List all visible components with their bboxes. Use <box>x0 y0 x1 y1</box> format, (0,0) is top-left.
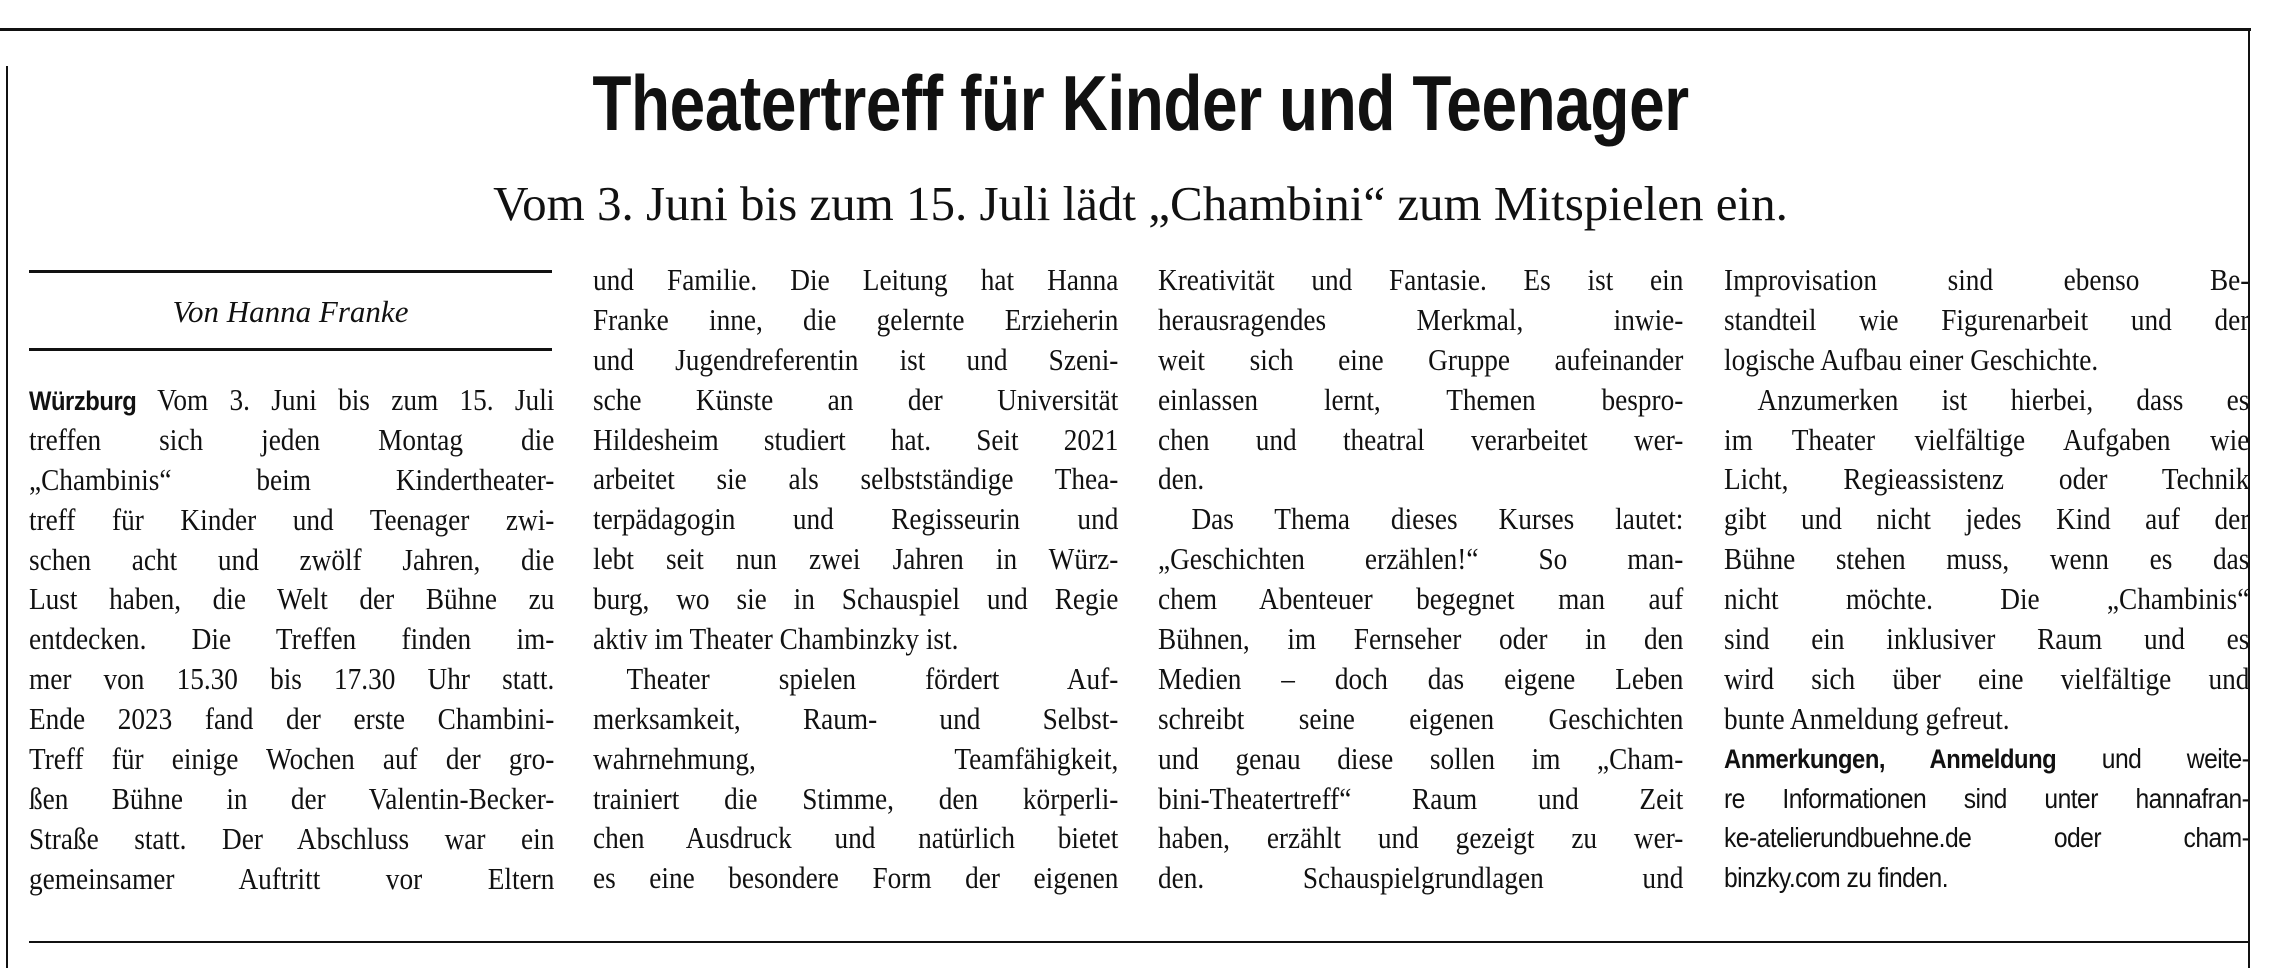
text-line <box>1158 539 1683 579</box>
line-text: Anzumerken ist hierbei, dass es <box>1757 381 2250 417</box>
text-line <box>1724 659 2249 699</box>
article-column-3 <box>1158 260 1683 898</box>
text-line <box>593 380 1118 420</box>
text-line <box>29 739 554 779</box>
line-text: weit sich eine Gruppe aufeinander <box>1158 341 1684 377</box>
text-line <box>29 859 554 899</box>
line-text: standteil wie Figurenarbeit und der <box>1724 301 2250 337</box>
text-line <box>1158 380 1683 420</box>
text-line <box>1158 459 1683 499</box>
line-text: treffen sich jeden Montag die <box>29 421 555 457</box>
line-text: treff für Kinder und Teenager zwi- <box>29 501 555 537</box>
text-line <box>593 619 1118 659</box>
line-text: sind ein inklusiver Raum und es <box>1724 621 2250 657</box>
text-line <box>593 699 1118 739</box>
text-line <box>29 380 554 420</box>
text-line <box>29 619 554 659</box>
line-text: aktiv im Theater Chambinzky ist. <box>593 621 959 657</box>
line-text: Medien – doch das eigene Leben <box>1158 660 1684 696</box>
line-text: haben, erzählt und gezeigt zu wer- <box>1158 820 1684 856</box>
text-line <box>1724 539 2249 579</box>
line-text: chen Ausdruck und natürlich bietet <box>593 820 1119 856</box>
byline: Von Hanna Franke <box>172 294 409 329</box>
text-line <box>1724 619 2249 659</box>
text-line <box>1158 659 1683 699</box>
text-line <box>593 539 1118 579</box>
text-line <box>1724 499 2249 539</box>
line-text: entdecken. Die Treffen finden im- <box>29 621 555 657</box>
text-line <box>593 300 1118 340</box>
article-column-1 <box>29 380 554 899</box>
subheadline: Vom 3. Juni bis zum 15. Juli lädt „Chambini“ zum Mitspielen ein. <box>493 176 1788 231</box>
text-line <box>1158 420 1683 460</box>
text-line <box>29 460 554 500</box>
text-line <box>1158 739 1683 779</box>
text-line <box>1158 260 1683 300</box>
text-line <box>1158 699 1683 739</box>
text-line <box>1158 579 1683 619</box>
text-line <box>29 500 554 540</box>
text-line <box>593 340 1118 380</box>
text-line <box>593 420 1118 460</box>
text-line <box>1724 380 2249 420</box>
line-text: „Geschichten erzählen!“ So man- <box>1158 541 1684 577</box>
text-line <box>1724 818 2249 858</box>
text-line <box>593 499 1118 539</box>
text-line <box>29 659 554 699</box>
text-line <box>593 818 1118 858</box>
text-line <box>593 260 1118 300</box>
line-text: chem Abenteuer begegnet man auf <box>1158 581 1684 617</box>
byline-top-rule <box>29 270 552 273</box>
line-text: Bühne stehen muss, wenn es das <box>1724 541 2250 577</box>
line-text: wird sich über eine vielfältige und <box>1724 660 2250 696</box>
line-text: ke-atelierundbuehne.de oder cham- <box>1724 822 2250 854</box>
line-text: im Theater vielfältige Aufgaben wie <box>1724 421 2250 457</box>
text-line <box>593 459 1118 499</box>
text-line <box>29 420 554 460</box>
line-text: Hildesheim studiert hat. Seit 2021 <box>593 421 1119 457</box>
text-line <box>1724 260 2249 300</box>
text-line <box>1158 499 1683 539</box>
line-text: Bühnen, im Fernseher oder in den <box>1158 621 1684 657</box>
line-text: chen und theatral verarbeitet wer- <box>1158 421 1684 457</box>
line-text: den. Schauspielgrundlagen und <box>1158 860 1684 896</box>
line-text: arbeitet sie als selbstständige Thea- <box>593 461 1119 497</box>
byline-bottom-rule <box>29 348 552 351</box>
text-line <box>1158 858 1683 898</box>
text-line <box>1158 779 1683 819</box>
line-text: schreibt seine eigenen Geschichten <box>1158 700 1684 736</box>
line-text: re Informationen sind unter hannafran- <box>1724 782 2250 814</box>
line-text: terpädagogin und Regisseurin und <box>593 501 1119 537</box>
text-line <box>1158 340 1683 380</box>
text-line <box>1724 300 2249 340</box>
text-line <box>29 779 554 819</box>
line-text: gibt und nicht jedes Kind auf der <box>1724 501 2250 537</box>
line-text: nicht möchte. Die „Chambinis“ <box>1724 581 2250 617</box>
text-line <box>1724 420 2249 460</box>
line-text: Lust haben, die Welt der Bühne zu <box>29 581 555 617</box>
article-column-2 <box>593 260 1118 898</box>
text-line <box>1158 818 1683 858</box>
line-text: es eine besondere Form der eigenen <box>593 860 1119 896</box>
line-text: und Jugendreferentin ist und Szeni- <box>593 341 1119 377</box>
headline: Theatertreff für Kinder und Teenager <box>592 59 1689 147</box>
line-text: den. <box>1158 461 1205 497</box>
text-line <box>29 699 554 739</box>
text-line <box>593 779 1118 819</box>
line-text: und Familie. Die Leitung hat Hanna <box>593 262 1119 297</box>
line-text: mer von 15.30 bis 17.30 Uhr statt. <box>29 661 555 697</box>
line-text: wahrnehmung, Teamfähigkeit, <box>593 740 1119 776</box>
line-text: „Chambinis“ beim Kindertheater- <box>29 461 555 497</box>
text-line <box>1724 340 2249 380</box>
line-text: logische Aufbau einer Geschichte. <box>1724 341 2099 377</box>
line-text: ßen Bühne in der Valentin-Becker- <box>29 780 555 816</box>
line-text: sche Künste an der Universität <box>593 381 1119 417</box>
text-line <box>1724 779 2249 819</box>
line-text: bini-Theatertreff“ Raum und Zeit <box>1158 780 1684 816</box>
headline-container <box>0 58 2281 148</box>
line-text: Franke inne, die gelernte Erzieherin <box>593 301 1119 337</box>
line-text: trainiert die Stimme, den körperli- <box>593 780 1119 816</box>
text-line <box>29 819 554 859</box>
line-text: und genau diese sollen im „Cham- <box>1158 740 1684 776</box>
text-line <box>593 858 1118 898</box>
text-line <box>29 540 554 580</box>
text-line <box>1724 739 2249 779</box>
bold-lead-in: Würzburg <box>29 386 137 416</box>
text-line <box>1158 619 1683 659</box>
line-text: einlassen lernt, Themen bespro- <box>1158 381 1684 417</box>
text-line <box>593 579 1118 619</box>
line-text: Improvisation sind ebenso Be- <box>1724 262 2250 297</box>
article-column-4 <box>1724 260 2249 898</box>
text-line <box>1724 699 2249 739</box>
line-text: binzky.com zu finden. <box>1724 862 1949 894</box>
line-text: bunte Anmeldung gefreut. <box>1724 700 2010 736</box>
line-text: lebt seit nun zwei Jahren in Würz- <box>593 541 1119 577</box>
line-text: Vom 3. Juni bis zum 15. Juli <box>136 382 555 417</box>
top-rule <box>0 28 2251 31</box>
line-text: und weite- <box>2056 742 2250 774</box>
line-text: Treff für einige Wochen auf der gro- <box>29 741 555 777</box>
text-line <box>593 659 1118 699</box>
line-text: Theater spielen fördert Auf- <box>626 660 1119 696</box>
line-text: merksamkeit, Raum- und Selbst- <box>593 700 1119 736</box>
line-text: Licht, Regieassistenz oder Technik <box>1724 461 2250 497</box>
line-text: burg, wo sie in Schauspiel und Regie <box>593 581 1119 617</box>
line-text: schen acht und zwölf Jahren, die <box>29 541 555 577</box>
line-text: gemeinsamer Auftritt vor Eltern <box>29 860 555 896</box>
text-line <box>593 739 1118 779</box>
line-text: Kreativität und Fantasie. Es ist ein <box>1158 262 1684 297</box>
line-text: Das Thema dieses Kurses lautet: <box>1191 501 1684 537</box>
text-line <box>1158 300 1683 340</box>
line-text: Ende 2023 fand der erste Chambini- <box>29 701 555 737</box>
text-line <box>29 579 554 619</box>
text-line <box>1724 858 2249 898</box>
text-line <box>1724 459 2249 499</box>
line-text: herausragendes Merkmal, inwie- <box>1158 301 1684 337</box>
text-line <box>1724 579 2249 619</box>
line-text: Straße statt. Der Abschluss war ein <box>29 820 555 856</box>
bold-lead-in: Anmerkungen, Anmeldung <box>1724 743 2057 774</box>
bottom-rule <box>29 941 2248 943</box>
